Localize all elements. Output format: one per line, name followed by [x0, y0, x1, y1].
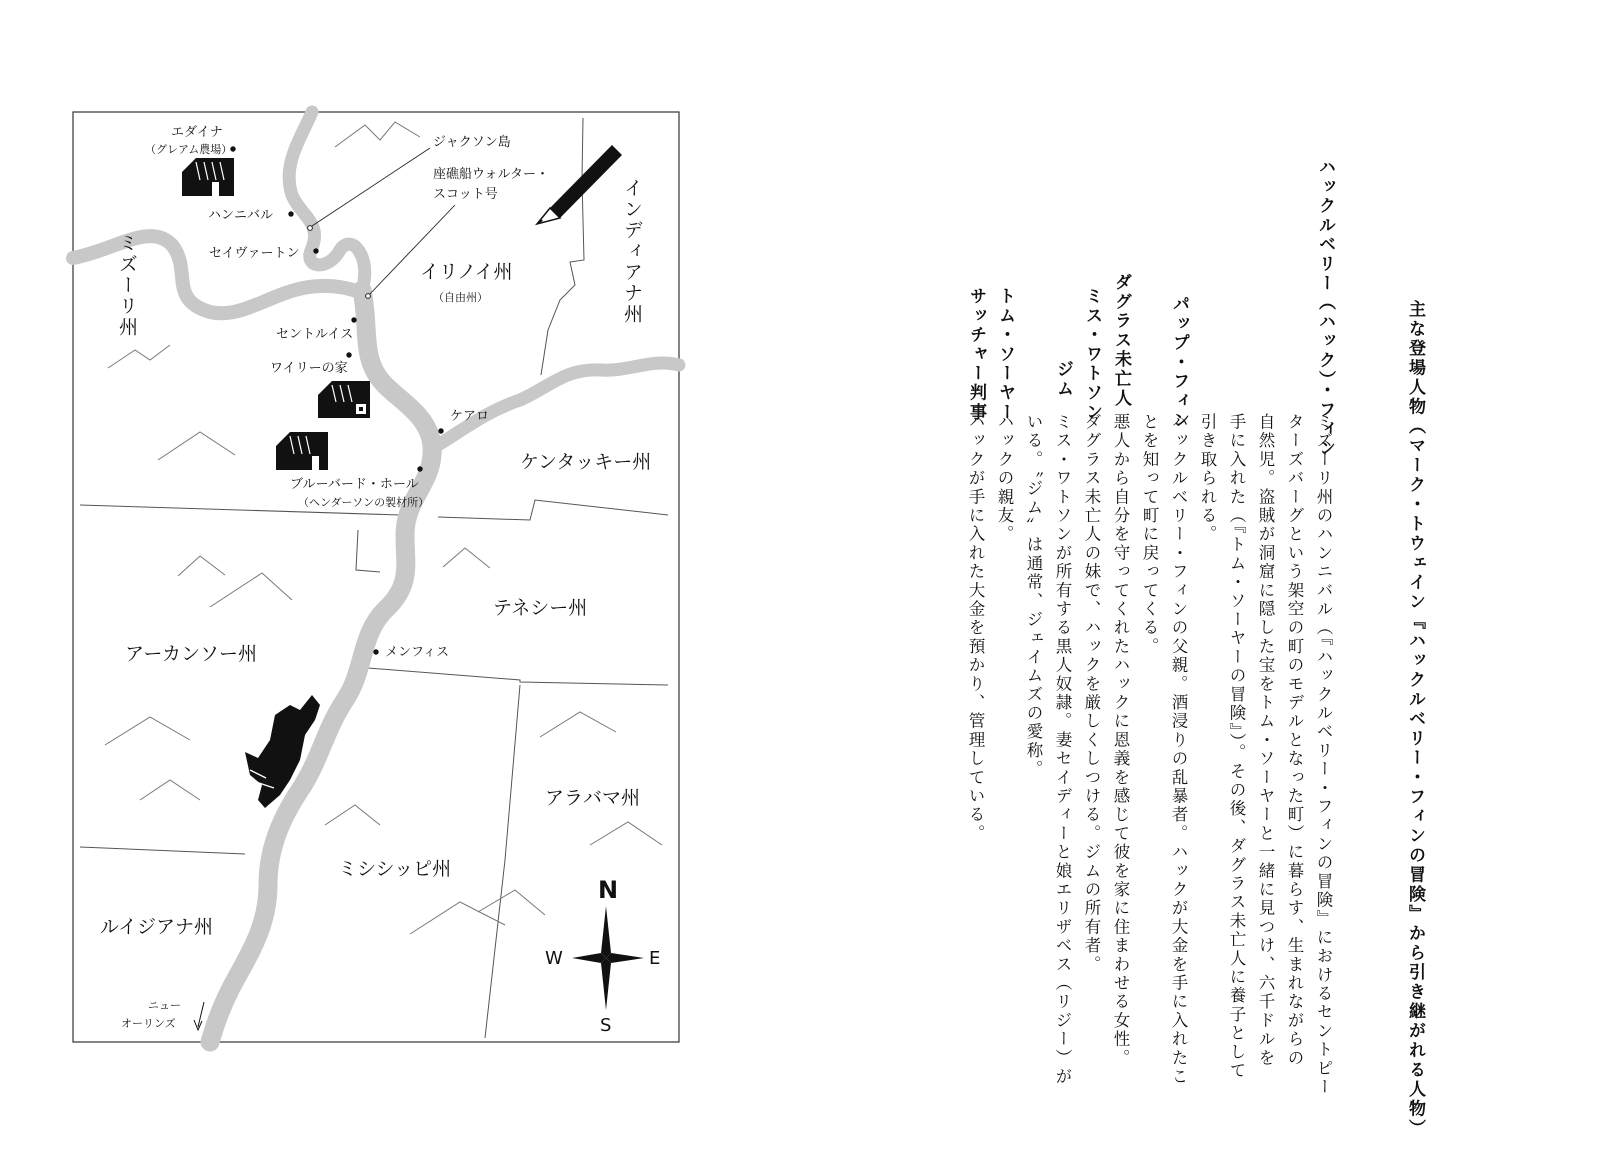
character-desc-judge-thatcher: ハックが手に入れた大金を預かり、管理している。: [966, 413, 985, 844]
character-name-judge-thatcher: サッチャー判事: [966, 287, 986, 423]
character-desc-huck-1: ミズーリ州のハンニバル（『ハックルベリー・フィンの冒険』におけるセントピー: [1314, 413, 1333, 1097]
place-wreck-line2: スコット号: [433, 187, 498, 202]
place-memphis: メンフィス: [385, 645, 449, 660]
state-illinois: イリノイ州: [420, 261, 513, 283]
state-missouri: ミズーリ州: [116, 233, 138, 338]
state-alabama: アラバマ州: [545, 787, 641, 809]
place-new-orleans-line1: ニュー: [148, 999, 181, 1012]
character-desc-huck-2: ターズバーグという架空の町のモデルとなった町）に暮らす、生まれながらの: [1285, 413, 1304, 1068]
character-desc-widow-douglas: 悪人から自分を守ってくれたハックに恩義を感じて彼を家に住まわせる女性。: [1111, 413, 1130, 1068]
state-mississippi: ミシシッピ州: [338, 858, 452, 880]
character-list-heading: 主な登場人物（マーク・トウェイン『ハックルベリー・フィンの冒険』から引き継がれる人物）: [1405, 300, 1425, 1139]
character-desc-jim-1: ミス・ワトソンが所有する黒人奴隷。妻セイディーと娘エリザベス（リジー）が: [1053, 413, 1072, 1087]
character-desc-miss-watson: ダグラス未亡人の妹で、ハックを厳しくしつける。ジムの所有者。: [1082, 413, 1101, 974]
state-louisiana: ルイジアナ州: [100, 916, 214, 938]
character-desc-tom-sawyer: ハックの親友。: [995, 413, 1014, 544]
character-desc-huck-3: 自然児。盗賊が洞窟に隠した宝をトム・ソーヤーと一緒に見つけ、六千ドルを: [1256, 413, 1275, 1068]
character-desc-jim-2: いる。〝ジム〟は通常、ジェイムズの愛称。: [1024, 413, 1043, 779]
place-wreck-line1: 座礁船ウォルター・: [433, 167, 549, 182]
place-edaina-note: （グレアム農場）: [145, 143, 233, 156]
wreck-marker: [366, 294, 371, 299]
place-wiley-house: ワイリーの家: [270, 361, 348, 376]
state-illinois-note: （自由州）: [433, 291, 488, 304]
character-name-miss-watson: ミス・ワトソン: [1082, 287, 1102, 423]
compass-w-label: W: [545, 948, 563, 969]
compass-n-label: N: [598, 876, 619, 904]
character-name-tom-sawyer: トム・ソーヤー: [995, 287, 1015, 423]
map-frame: [73, 112, 679, 1042]
place-new-orleans-line2: オーリンズ: [121, 1017, 176, 1030]
character-name-huck: ハックルベリー（ハック）・フィン: [1315, 158, 1335, 459]
compass-s-label: S: [600, 1015, 612, 1036]
jackson-island-marker: [308, 226, 313, 231]
character-name-jim: ジム: [1053, 360, 1073, 399]
place-bluebird-hall: ブルーバード・ホール: [290, 477, 419, 492]
place-edaina: エダイナ: [171, 125, 223, 140]
state-arkansas: アーカンソー州: [125, 643, 258, 665]
character-desc-huck-5: 引き取られる。: [1198, 413, 1217, 544]
character-desc-pap-1: ハックルベリー・フィンの父親。酒浸りの乱暴者。ハックが大金を手に入れたこ: [1169, 413, 1188, 1087]
place-hannibal: ハンニバル: [208, 208, 274, 223]
character-name-widow-douglas: ダグラス未亡人: [1111, 273, 1131, 409]
state-indiana: インディアナ州: [621, 178, 643, 325]
compass-e-label: E: [649, 948, 661, 969]
state-tennessee: テネシー州: [493, 597, 588, 619]
place-jackson-island: ジャクソン島: [433, 135, 511, 150]
place-seivarton: セイヴァートン: [209, 246, 300, 261]
place-st-louis: セントルイス: [276, 327, 354, 342]
place-cairo: ケアロ: [450, 409, 490, 424]
place-bluebird-note: （ヘンダーソンの製材所）: [298, 496, 430, 509]
character-name-pap: パップ・フィン: [1169, 295, 1189, 431]
character-desc-huck-4: 手に入れた（『トム・ソーヤーの冒険』）。その後、ダグラス未亡人に養子として: [1227, 413, 1246, 1081]
character-desc-pap-2: とを知って町に戻ってくる。: [1140, 413, 1159, 657]
state-kentucky: ケンタッキー州: [520, 451, 652, 473]
